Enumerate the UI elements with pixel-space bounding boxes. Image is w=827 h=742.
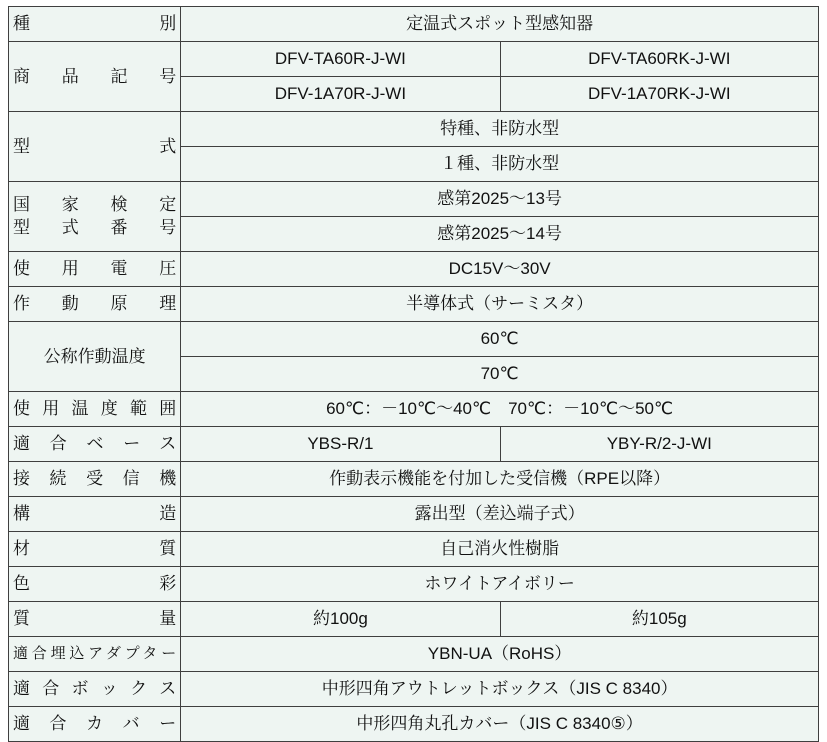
row-label-adapter-text: 適合埋込アダプター (13, 644, 177, 662)
row-label-type (9, 7, 181, 42)
row-value-model-code-1-1: DFV-TA60R-J-WI (181, 42, 500, 77)
row-label-temp-range (9, 392, 181, 427)
row-value-approval-1: 感第2025～13号 (181, 182, 819, 217)
row-value-form-2: １種、非防水型 (181, 147, 819, 182)
row-value-temp-range: 60℃：－10℃～40℃ 70℃：－10℃～50℃ (181, 392, 819, 427)
row-value-adapter: YBN-UA（RoHS） (181, 637, 819, 672)
row-label-model-code-text: 商 品 記 号 (13, 66, 177, 86)
row-label-form-text: 型 式 (13, 136, 177, 156)
row-value-nominal-temp-2: 70℃ (181, 357, 819, 392)
row-label-approval-line1: 国 家 検 定 (13, 195, 177, 215)
row-value-color: ホワイトアイボリー (181, 567, 819, 602)
row-value-model-code-2-2: DFV-1A70RK-J-WI (500, 77, 818, 112)
table-row (9, 287, 819, 322)
row-label-material (9, 532, 181, 567)
table-row (9, 707, 819, 742)
row-label-type-text: 種 別 (13, 14, 177, 34)
row-label-box-text: 適合ボックス (13, 679, 177, 699)
row-value-form-1: 特種、非防水型 (181, 112, 819, 147)
row-value-cover: 中形四角丸孔カバー（JIS C 8340⑤） (181, 707, 819, 742)
table-row (9, 602, 819, 637)
row-value-voltage: DC15V～30V (181, 252, 819, 287)
table-row (9, 567, 819, 602)
row-value-material: 自己消火性樹脂 (181, 532, 819, 567)
row-label-voltage-text: 使 用 電 圧 (13, 259, 177, 279)
table-row (9, 252, 819, 287)
table-row (9, 42, 819, 77)
row-label-principle (9, 287, 181, 322)
table-row (9, 532, 819, 567)
row-label-color-text: 色 彩 (13, 574, 177, 594)
row-label-box (9, 672, 181, 707)
row-value-base-1: YBS-R/1 (181, 427, 500, 462)
table-row (9, 392, 819, 427)
table-row (9, 672, 819, 707)
row-label-model-code (9, 42, 181, 112)
row-label-base-text: 適合ベース (13, 434, 177, 454)
row-value-receiver: 作動表示機能を付加した受信機（RPE以降） (181, 462, 819, 497)
row-label-material-text: 材 質 (13, 539, 177, 559)
row-value-box: 中形四角アウトレットボックス（JIS C 8340） (181, 672, 819, 707)
table-row (9, 322, 819, 357)
row-label-weight-text: 質 量 (13, 609, 177, 629)
row-label-color (9, 567, 181, 602)
row-label-voltage (9, 252, 181, 287)
table-row (9, 637, 819, 672)
row-label-principle-text: 作 動 原 理 (13, 294, 177, 314)
table-row (9, 112, 819, 147)
row-label-approval (9, 182, 181, 252)
table-row (9, 497, 819, 532)
row-label-base (9, 427, 181, 462)
table-row (9, 462, 819, 497)
table-row (9, 182, 819, 217)
row-value-base-2: YBY-R/2-J-WI (500, 427, 818, 462)
row-label-weight (9, 602, 181, 637)
row-label-approval-line2: 型 式 番 号 (13, 217, 177, 237)
row-label-temp-range-text: 使用温度範囲 (13, 399, 177, 419)
row-label-adapter (9, 637, 181, 672)
row-label-form (9, 112, 181, 182)
row-label-cover-text: 適合カバー (13, 714, 177, 734)
row-label-receiver-text: 接続受信機 (13, 469, 177, 489)
row-value-type: 定温式スポット型感知器 (181, 7, 819, 42)
row-value-approval-2: 感第2025～14号 (181, 217, 819, 252)
row-value-model-code-2-1: DFV-1A70R-J-WI (181, 77, 500, 112)
table-row (9, 7, 819, 42)
row-value-weight-1: 約100g (181, 602, 500, 637)
row-value-model-code-1-2: DFV-TA60RK-J-WI (500, 42, 818, 77)
row-label-nominal-temp (9, 322, 181, 392)
row-value-nominal-temp-1: 60℃ (181, 322, 819, 357)
row-label-nominal-temp-text: 公称作動温度 (43, 346, 146, 366)
row-label-structure (9, 497, 181, 532)
specification-table (8, 6, 819, 742)
row-label-structure-text: 構 造 (13, 504, 177, 524)
row-label-receiver (9, 462, 181, 497)
row-value-weight-2: 約105g (500, 602, 818, 637)
row-value-structure: 露出型（差込端子式） (181, 497, 819, 532)
table-row (9, 427, 819, 462)
row-label-cover (9, 707, 181, 742)
row-value-principle: 半導体式（サーミスタ） (181, 287, 819, 322)
